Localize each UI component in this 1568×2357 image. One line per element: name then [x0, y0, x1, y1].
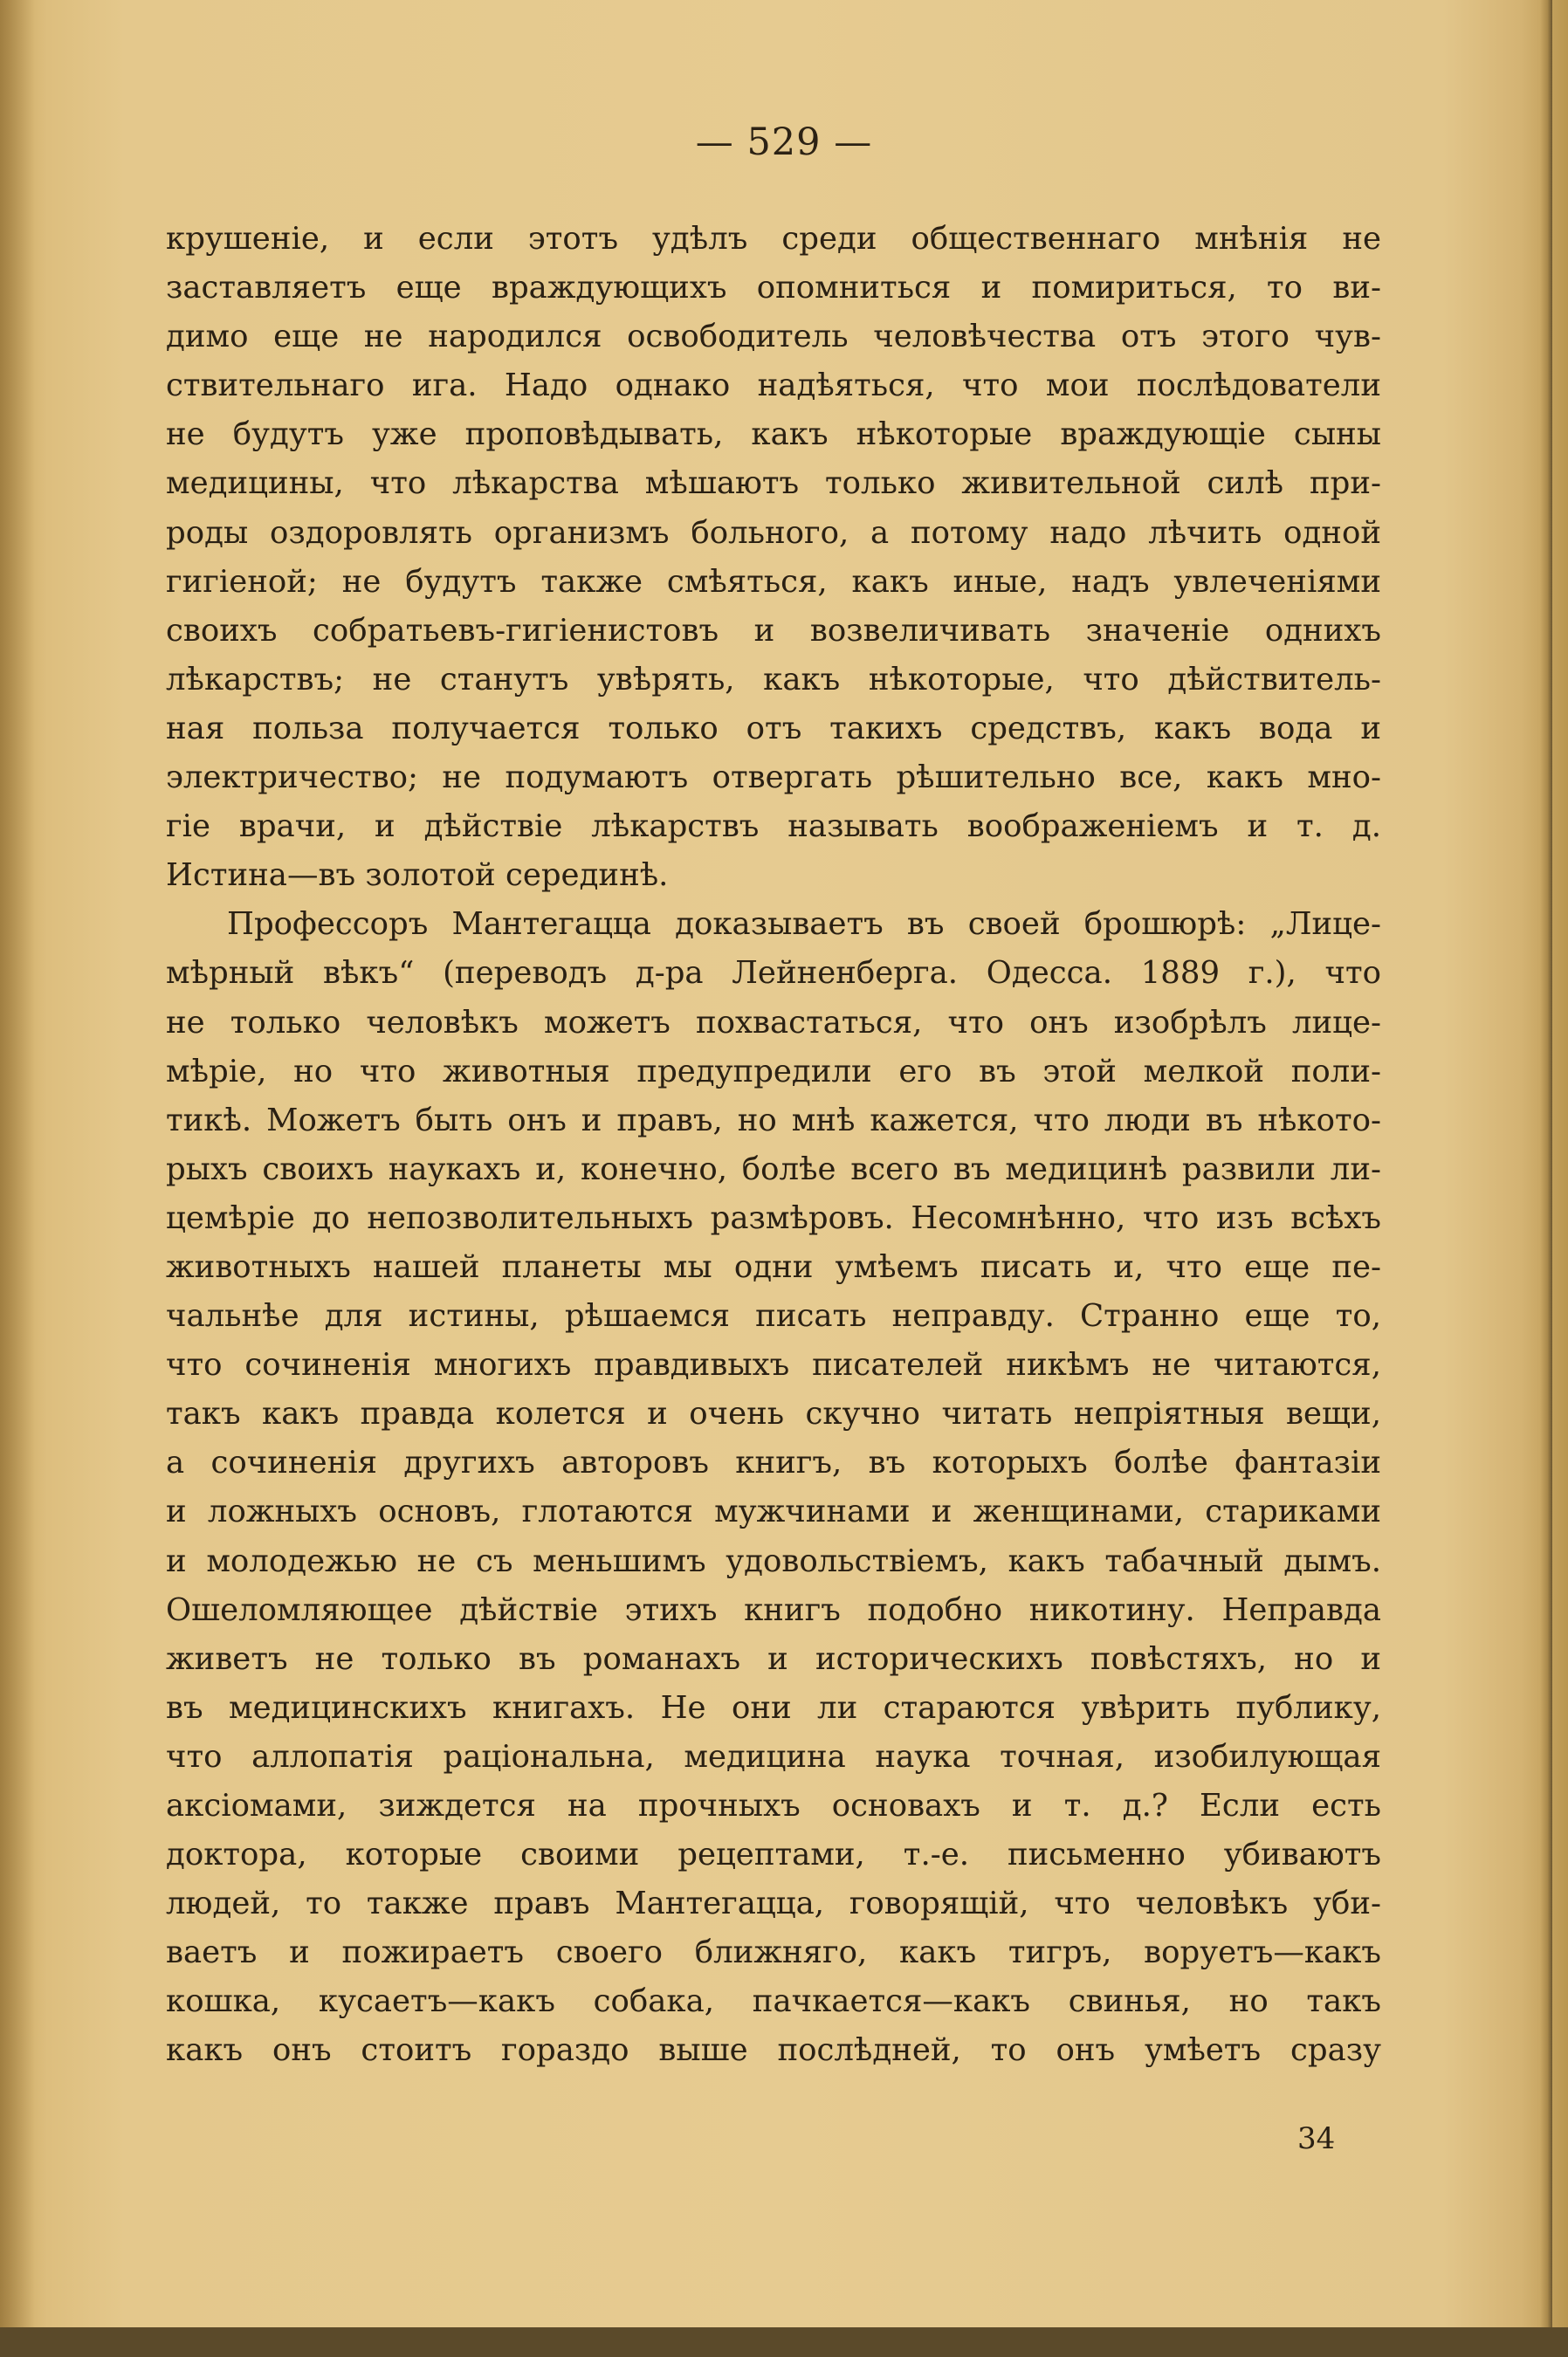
text-line: заставляетъ еще враждующихъ опомниться и помириться, то ви-	[166, 270, 1381, 306]
text-line: въ медицинскихъ книгахъ. Не они ли стараются увѣрить публику,	[166, 1689, 1381, 1726]
text-line: медицины, что лѣкарства мѣшаютъ только живительной силѣ при-	[166, 465, 1381, 502]
text-line: что аллопатія раціональна, медицина наука точная, изобилующая	[166, 1738, 1381, 1775]
text-line: не только человѣкъ можетъ похвастаться, что онъ изобрѣлъ лице-	[166, 1004, 1381, 1041]
scan-border	[0, 2327, 1568, 2357]
text-line: своихъ собратьевъ-гигіенистовъ и возвеличивать значеніе однихъ	[166, 612, 1381, 649]
text-line: Истина—въ золотой серединѣ.	[166, 857, 669, 894]
text-line: ная польза получается только отъ такихъ средствъ, какъ вода и	[166, 710, 1381, 746]
text-line: а сочиненія другихъ авторовъ книгъ, въ которыхъ болѣе фантазіи	[166, 1445, 1381, 1481]
text-line: такъ какъ правда колется и очень скучно читать непріятныя вещи,	[166, 1396, 1381, 1433]
page-gutter-shadow	[0, 0, 35, 2357]
text-line: лѣкарствъ; не станутъ увѣрять, какъ нѣкоторые, что дѣйствитель-	[166, 661, 1381, 697]
text-line: тикѣ. Можетъ быть онъ и правъ, но мнѣ кажется, что люди въ нѣкото-	[166, 1102, 1381, 1138]
text-line: людей, то также правъ Мантегацца, говорящій, что человѣкъ уби-	[166, 1886, 1381, 1922]
text-line: димо еще не народился освободитель человѣчества отъ этого чув-	[166, 319, 1381, 355]
body-text	[166, 215, 1381, 2076]
text-line: ваетъ и пожираетъ своего ближняго, какъ тигръ, воруетъ—какъ	[166, 1934, 1381, 1971]
text-line: кошка, кусаетъ—какъ собака, пачкается—какъ свинья, но такъ	[166, 1983, 1381, 2020]
text-line: Ошеломляющее дѣйствіе этихъ книгъ подобно никотину. Неправда	[166, 1591, 1381, 1628]
text-line: гіе врачи, и дѣйствіе лѣкарствъ называть воображеніемъ и т. д.	[166, 808, 1381, 845]
text-line: аксіомами, зиждется на прочныхъ основахъ и т. д.? Если есть	[166, 1788, 1381, 1824]
text-line: и ложныхъ основъ, глотаются мужчинами и женщинами, стариками	[166, 1494, 1381, 1530]
text-line: не будутъ уже проповѣдывать, какъ нѣкоторые враждующіе сыны	[166, 416, 1381, 453]
signature-mark: 34	[1297, 2121, 1336, 2156]
text-line: животныхъ нашей планеты мы одни умѣемъ писать и, что еще пе-	[166, 1248, 1381, 1285]
text-line: что сочиненія многихъ правдивыхъ писателей никѣмъ не читаются,	[166, 1347, 1381, 1384]
page-number-header: — 529 —	[695, 120, 873, 164]
text-line: электричество; не подумаютъ отвергать рѣшительно все, какъ мно-	[166, 759, 1381, 796]
text-line: рыхъ своихъ наукахъ и, конечно, болѣе всего въ медицинѣ развили ли-	[166, 1151, 1381, 1187]
text-line: роды оздоровлять организмъ больного, а потому надо лѣчить одной	[166, 514, 1381, 551]
text-line: какъ онъ стоитъ гораздо выше послѣдней, то онъ умѣетъ сразу	[166, 2032, 1381, 2069]
text-line: доктора, которые своими рецептами, т.-е. письменно убиваютъ	[166, 1837, 1381, 1873]
text-line: Профессоръ Мантегацца доказываетъ въ своей брошюрѣ: „Лице-	[227, 906, 1381, 943]
text-line: живетъ не только въ романахъ и историческихъ повѣстяхъ, но и	[166, 1640, 1381, 1677]
text-line: крушеніе, и если этотъ удѣлъ среди общественнаго мнѣнія не	[166, 221, 1381, 257]
text-line: чальнѣе для истины, рѣшаемся писать неправду. Странно еще то,	[166, 1298, 1381, 1335]
text-line: цемѣріе до непозволительныхъ размѣровъ. Несомнѣнно, что изъ всѣхъ	[166, 1199, 1381, 1236]
page-edge	[1540, 0, 1552, 2357]
text-line: мѣрный вѣкъ“ (переводъ д-ра Лейненберга. Одесса. 1889 г.), что	[166, 955, 1381, 992]
text-line: ствительнаго ига. Надо однако надѣяться, что мои послѣдователи	[166, 368, 1381, 404]
text-line: и молодежью не съ меньшимъ удовольствіемъ, какъ табачный дымъ.	[166, 1543, 1381, 1579]
text-line: мѣріе, но что животныя предупредили его въ этой мелкой поли-	[166, 1053, 1381, 1089]
text-line: гигіеной; не будутъ также смѣяться, какъ иные, надъ увлеченіями	[166, 563, 1381, 600]
